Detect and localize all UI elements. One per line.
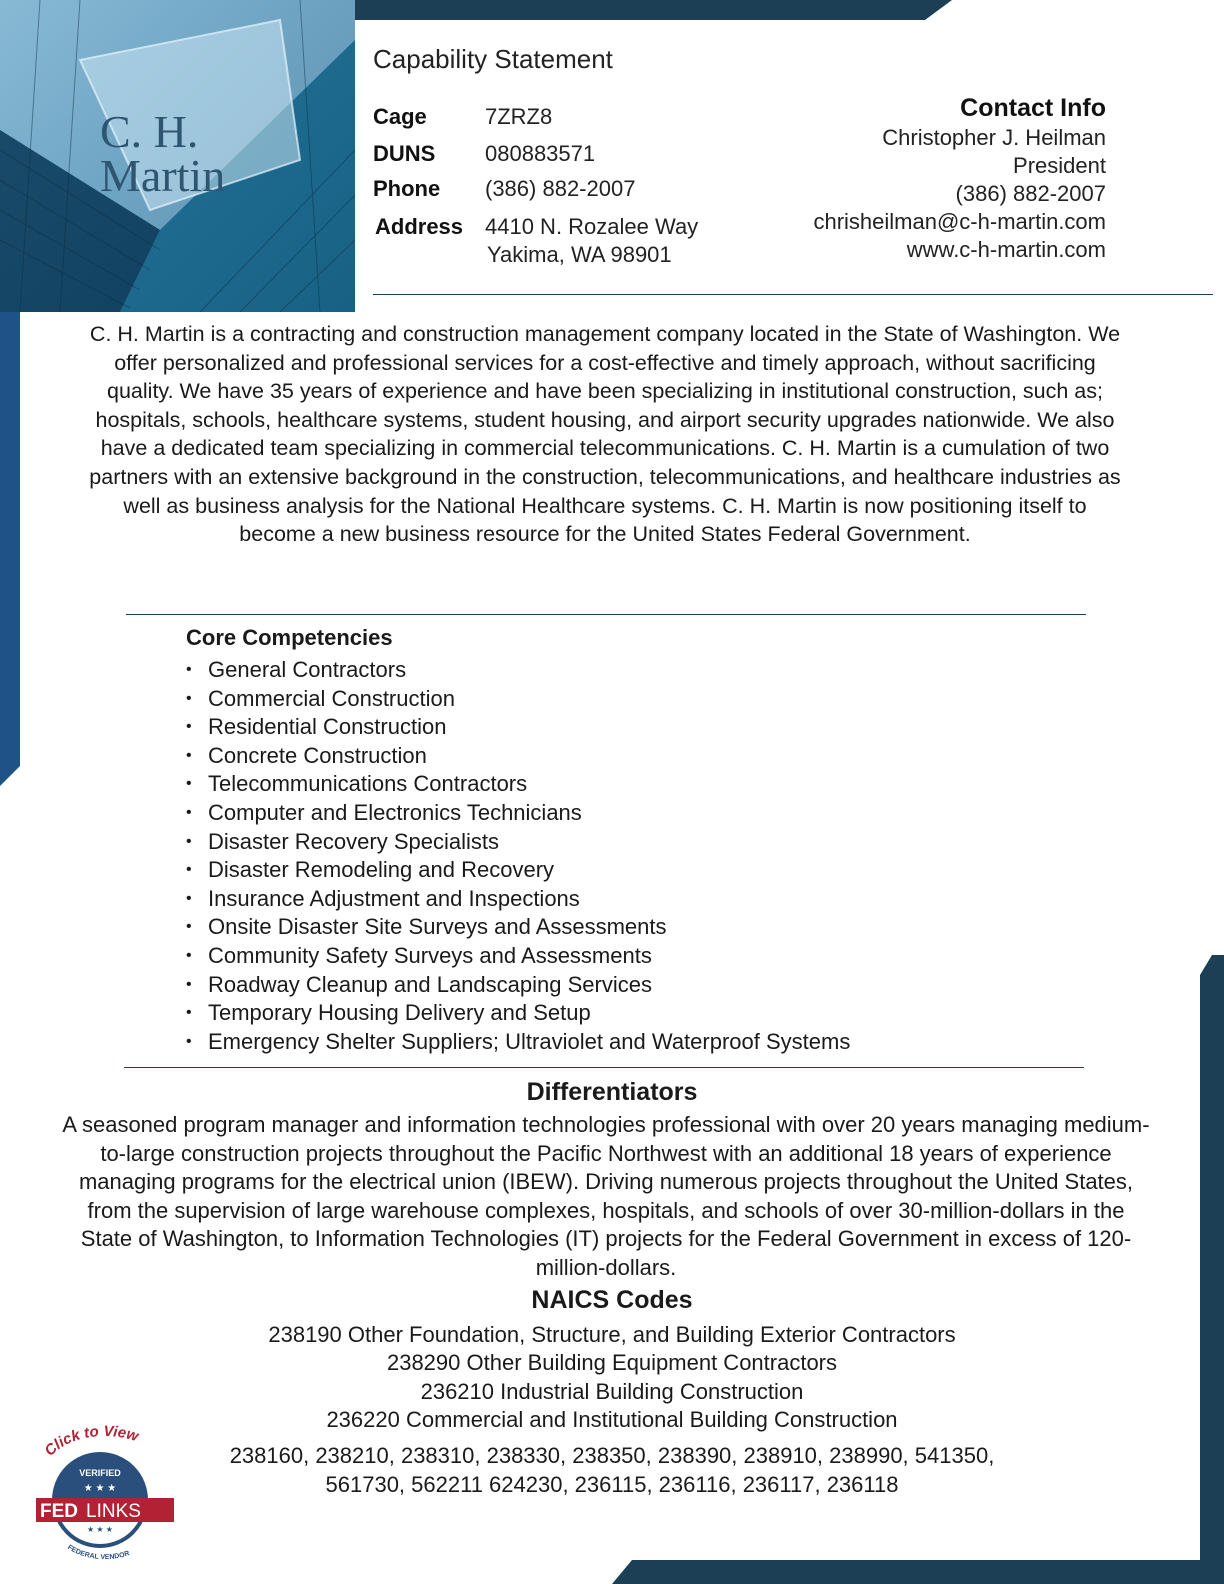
badge-brand-fed: FED: [40, 1501, 78, 1522]
naics-code-line: 236210 Industrial Building Construction: [420, 1379, 804, 1404]
competencies-divider: [124, 1067, 1084, 1068]
differentiators-heading: Differentiators: [526, 1078, 698, 1106]
badge-verified-text: VERIFIED: [79, 1468, 121, 1478]
header-divider: [373, 294, 1213, 295]
contact-website-link[interactable]: www.c-h-martin.com: [906, 237, 1106, 262]
naics-heading: NAICS Codes: [531, 1286, 693, 1314]
list-item: • Commercial Construction: [186, 685, 850, 714]
bullet-icon: •: [186, 689, 192, 707]
bullet-icon: •: [186, 1032, 192, 1050]
contact-name: Christopher J. Heilman: [882, 125, 1106, 150]
intro-paragraph: C. H. Martin is a contracting and construction management company located in the State of Washington. We offer personalized and professional services for a cost-effective and timely approach, without sacrificing quality. We have 35 years of experience and have been specializing in institutional construction, such as; hospitals, schools, healthcare systems, student housing, and airport security upgrades nationwide. We also have a dedicated team specializing in commercial telecommunications. C. H. Martin is a cumulation of two partners with an extensive background in the construction, telecommunications, and healthcare industries as well as business analysis for the National Healthcare systems. C. H. Martin is now positioning itself to become a new business resource for the United States Federal Government.: [89, 322, 1121, 547]
cage-label: Cage: [373, 104, 427, 129]
bullet-icon: •: [186, 718, 192, 736]
badge-bottom-stars-icon: ★ ★ ★: [87, 1525, 113, 1534]
differentiators-paragraph: A seasoned program manager and information technologies professional with over 20 years managing medium-to-large construction projects throughout the Pacific Northwest with an additional 18 years of experience managing programs for the electrical union (IBEW). Driving numerous projects throughout the United States, from the supervision of large warehouse complexes, hospitals, and schools of over 30-million-dollars in the State of Washington, to Information Technologies (IT) projects for the Federal Government in excess of 120-million-dollars.: [62, 1112, 1150, 1280]
bullet-icon: •: [186, 746, 192, 764]
list-item: • Roadway Cleanup and Landscaping Services: [186, 971, 850, 1000]
bullet-icon: •: [186, 861, 192, 879]
bullet-icon: •: [186, 661, 192, 678]
naics-code-line: 236220 Commercial and Institutional Building Construction: [326, 1407, 898, 1432]
brand-line-2: Martin: [100, 150, 226, 201]
naics-additional-codes-2: 561730, 562211 624230, 236115, 236116, 236117, 236118: [325, 1472, 899, 1497]
badge-brand-links: LINKS: [86, 1501, 141, 1522]
bullet-icon: •: [186, 918, 192, 936]
address-label: Address: [375, 214, 464, 239]
badge-top-text: Click to View: [41, 1422, 141, 1460]
bullet-icon: •: [186, 775, 192, 793]
header-building-image: [0, 0, 355, 312]
company-logo-text: [100, 106, 226, 201]
list-item: • Disaster Remodeling and Recovery: [186, 856, 850, 885]
list-item: • Computer and Electronics Technicians: [186, 799, 850, 828]
core-competencies-list: [186, 656, 850, 1056]
list-item: • General Contractors: [186, 656, 850, 685]
address-line-1: 4410 N. Rozalee Way: [485, 214, 699, 239]
contact-email-link[interactable]: chrisheilman@c-h-martin.com: [813, 209, 1106, 234]
badge-bottom-text: FEDERAL VENDOR: [66, 1543, 131, 1562]
bullet-icon: •: [186, 832, 192, 850]
list-item: • Concrete Construction: [186, 742, 850, 771]
fedlinks-badge-icon: [20, 1420, 195, 1570]
bullet-icon: •: [186, 1004, 192, 1022]
core-competencies-heading: Core Competencies: [186, 625, 393, 650]
fedlinks-verified-badge[interactable]: [20, 1420, 195, 1570]
list-item: • Emergency Shelter Suppliers; Ultraviolet and Waterproof Systems: [186, 1028, 850, 1057]
duns-value: 080883571: [485, 141, 596, 166]
bullet-icon: •: [186, 803, 192, 821]
cage-value: 7ZRZ8: [485, 104, 553, 129]
naics-additional-codes-1: 238160, 238210, 238310, 238330, 238350, 238390, 238910, 238990, 541350,: [229, 1443, 995, 1468]
phone-label: Phone: [373, 176, 441, 201]
contact-phone: (386) 882-2007: [955, 181, 1106, 206]
list-item: • Temporary Housing Delivery and Setup: [186, 999, 850, 1028]
brand-line-1: C. H.: [100, 106, 199, 157]
naics-code-line: 238190 Other Foundation, Structure, and Building Exterior Contractors: [268, 1322, 956, 1347]
contact-title: President: [1013, 153, 1106, 178]
document-title: Capability Statement: [373, 44, 613, 74]
contact-heading: Contact Info: [960, 94, 1106, 122]
intro-divider: [126, 614, 1086, 615]
address-line-2: Yakima, WA 98901: [487, 242, 672, 267]
bullet-icon: •: [186, 946, 192, 964]
badge-stars-icon: ★ ★ ★: [83, 1483, 117, 1494]
phone-value: (386) 882-2007: [485, 176, 636, 201]
naics-code-line: 238290 Other Building Equipment Contractors: [386, 1350, 838, 1375]
list-item: • Insurance Adjustment and Inspections: [186, 885, 850, 914]
list-item: • Residential Construction: [186, 713, 850, 742]
list-item: • Onsite Disaster Site Surveys and Assessments: [186, 913, 850, 942]
bullet-icon: •: [186, 889, 192, 907]
list-item: • Community Safety Surveys and Assessments: [186, 942, 850, 971]
list-item: • Telecommunications Contractors: [186, 770, 850, 799]
duns-label: DUNS: [373, 141, 436, 166]
contact-info: [746, 92, 1106, 264]
list-item: • Disaster Recovery Specialists: [186, 828, 850, 857]
bullet-icon: •: [186, 975, 192, 993]
